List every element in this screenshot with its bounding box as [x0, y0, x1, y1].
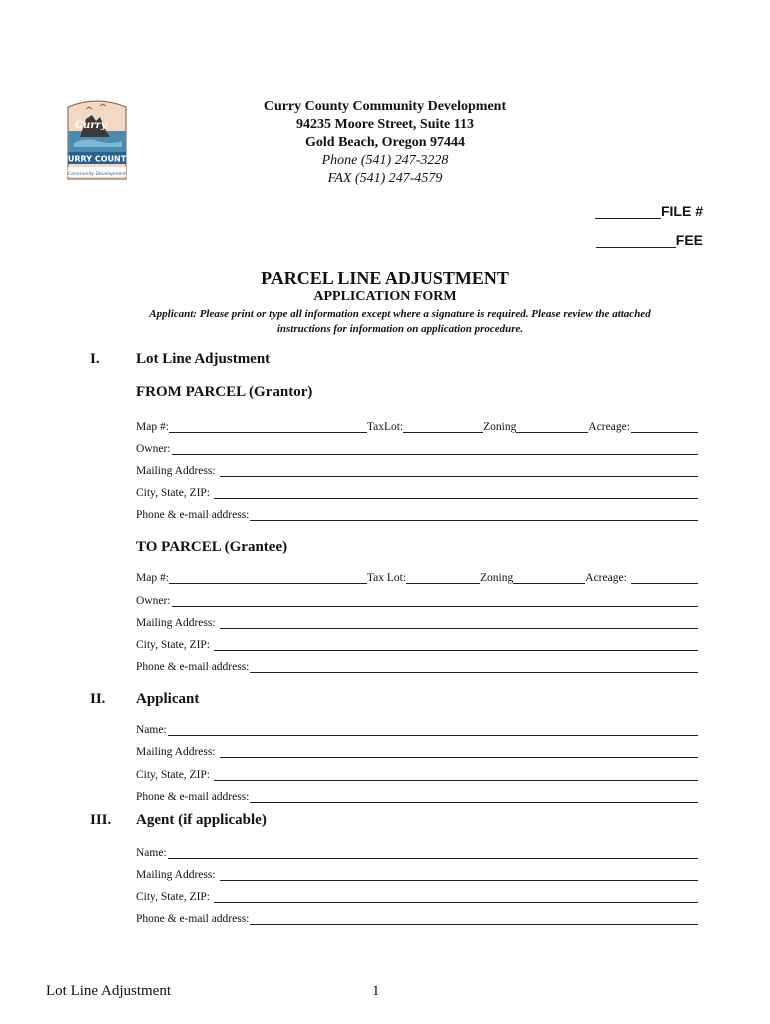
fee-field[interactable] [596, 232, 703, 248]
to-owner-input[interactable] [172, 595, 699, 607]
to-city-row [136, 637, 698, 651]
section-2-numeral: II. [90, 691, 106, 707]
from-parcel-heading: FROM PARCEL (Grantor) [136, 384, 313, 400]
section-1-title: Lot Line Adjustment [136, 351, 271, 367]
logo-tagline-text: Community Development [68, 172, 126, 177]
to-parcel-heading: TO PARCEL (Grantee) [136, 539, 288, 555]
instructions-line-1: Applicant: Please print or type all information except where a signature is required. Please review the attached [149, 308, 651, 320]
from-owner-input[interactable] [172, 443, 699, 455]
applicant-mailing-input[interactable] [220, 746, 698, 758]
agent-phone-input[interactable] [250, 913, 698, 925]
mailing-label: Mailing Address: [136, 617, 216, 629]
zoning-label: Zoning [483, 421, 517, 433]
from-mailing-row [136, 463, 698, 477]
from-mailing-input[interactable] [220, 465, 698, 477]
to-mailing-input[interactable] [220, 617, 698, 629]
logo-county-text: CURRY COUNTY [62, 154, 132, 164]
owner-label: Owner: [136, 443, 171, 455]
svg-text:Curry: Curry [75, 120, 107, 131]
fee-label: FEE [675, 232, 703, 248]
agent-name-input[interactable] [168, 847, 698, 859]
applicant-name-row [136, 722, 698, 736]
map-label: Map #: [136, 572, 169, 584]
agency-phone: Phone (541) 247-3228 [321, 153, 449, 168]
to-acreage-input[interactable] [631, 572, 698, 584]
to-taxlot-input[interactable] [406, 572, 480, 584]
from-phone-row [136, 507, 698, 521]
from-zoning-input[interactable] [516, 421, 588, 433]
from-phone-input[interactable] [250, 509, 698, 521]
agency-header [200, 98, 570, 188]
map-label: Map #: [136, 421, 169, 433]
applicant-city-input[interactable] [214, 769, 698, 781]
phone-label: Phone & e-mail address: [136, 913, 250, 925]
instructions-line-2: instructions for information on application procedure. [276, 323, 524, 335]
section-1-numeral: I. [90, 351, 100, 367]
to-map-input[interactable] [169, 572, 367, 584]
agent-city-row [136, 889, 698, 903]
footer-title: Lot Line Adjustment [46, 983, 171, 999]
from-owner-row [136, 441, 698, 455]
to-zoning-input[interactable] [513, 572, 585, 584]
city-label: City, State, ZIP: [136, 769, 211, 781]
file-number-field[interactable] [595, 203, 703, 219]
to-phone-input[interactable] [250, 661, 698, 673]
name-label: Name: [136, 847, 167, 859]
applicant-phone-row [136, 789, 698, 803]
to-city-input[interactable] [214, 639, 698, 651]
from-city-row [136, 485, 698, 499]
agency-city: Gold Beach, Oregon 97444 [305, 135, 465, 150]
agency-street: 94235 Moore Street, Suite 113 [296, 117, 474, 132]
mailing-label: Mailing Address: [136, 746, 216, 758]
curry-county-logo [62, 97, 132, 179]
acreage-label: Acreage: [585, 572, 627, 584]
form-title: PARCEL LINE ADJUSTMENT [261, 268, 509, 288]
from-taxlot-input[interactable] [403, 421, 483, 433]
mailing-label: Mailing Address: [136, 869, 216, 881]
phone-label: Phone & e-mail address: [136, 509, 250, 521]
acreage-label: Acreage: [588, 421, 630, 433]
mailing-label: Mailing Address: [136, 465, 216, 477]
agency-name: Curry County Community Development [263, 99, 507, 114]
form-subtitle: APPLICATION FORM [313, 289, 457, 304]
applicant-city-row [136, 767, 698, 781]
zoning-label: Zoning [480, 572, 514, 584]
taxlot-label: TaxLot: [366, 421, 404, 433]
to-mailing-row [136, 615, 698, 629]
phone-label: Phone & e-mail address: [136, 661, 250, 673]
section-3-title: Agent (if applicable) [136, 812, 267, 828]
applicant-mailing-row [136, 744, 698, 758]
section-2-title: Applicant [136, 691, 200, 707]
to-phone-row [136, 659, 698, 673]
from-parcel-map-row [136, 419, 698, 433]
taxlot-label: Tax Lot: [366, 572, 407, 584]
owner-label: Owner: [136, 595, 171, 607]
from-acreage-input[interactable] [631, 421, 698, 433]
fee-line[interactable] [596, 235, 676, 248]
city-label: City, State, ZIP: [136, 891, 211, 903]
from-city-input[interactable] [214, 487, 698, 499]
agent-name-row [136, 845, 698, 859]
name-label: Name: [136, 724, 167, 736]
agent-city-input[interactable] [214, 891, 698, 903]
agent-mailing-input[interactable] [220, 869, 698, 881]
file-number-line[interactable] [595, 206, 661, 219]
city-label: City, State, ZIP: [136, 639, 211, 651]
applicant-name-input[interactable] [168, 724, 698, 736]
section-3-numeral: III. [90, 812, 112, 828]
to-owner-row [136, 593, 698, 607]
file-number-label: FILE # [660, 203, 703, 219]
form-instructions [100, 307, 700, 337]
agent-phone-row [136, 911, 698, 925]
phone-label: Phone & e-mail address: [136, 791, 250, 803]
to-parcel-map-row [136, 570, 698, 584]
city-label: City, State, ZIP: [136, 487, 211, 499]
agent-mailing-row [136, 867, 698, 881]
agency-fax: FAX (541) 247-4579 [327, 171, 443, 186]
applicant-phone-input[interactable] [250, 791, 698, 803]
from-map-input[interactable] [169, 421, 367, 433]
page-number: 1 [372, 983, 380, 999]
